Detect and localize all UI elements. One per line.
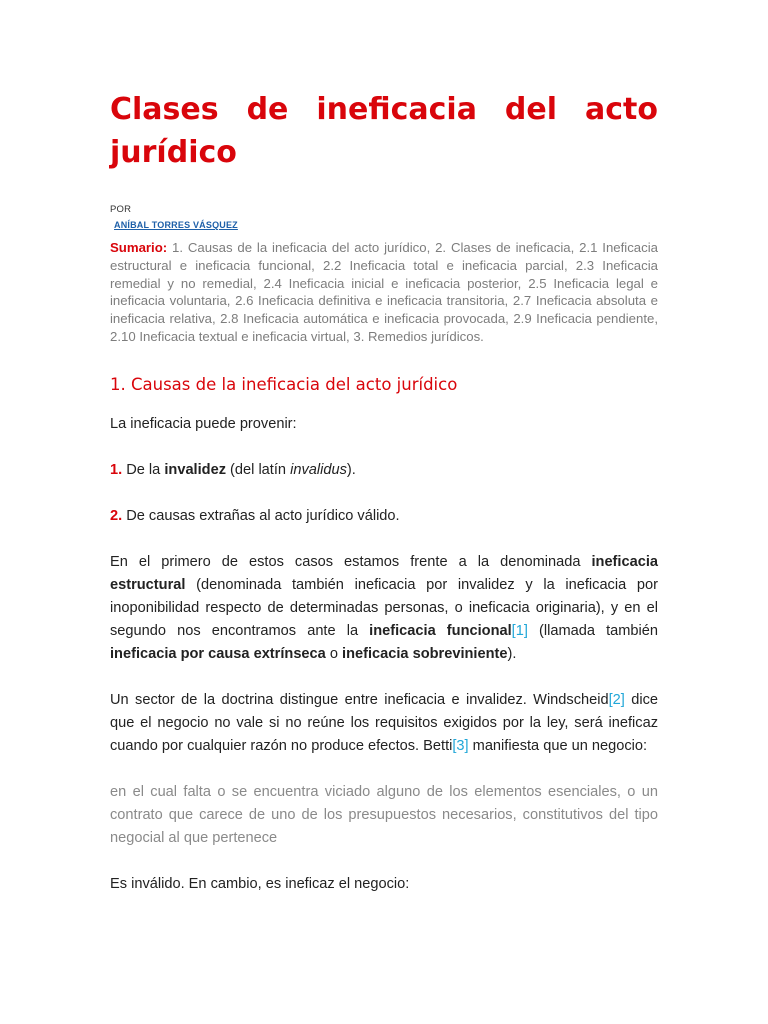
- paragraph-text: Un sector de la doctrina distingue entre ineficacia e invalidez. Windscheid: [110, 691, 609, 708]
- paragraph-text: (llamada también: [527, 622, 658, 639]
- bold-term: ineficacia sobreviniente: [342, 645, 508, 662]
- paragraph-text: En el primero de estos casos estamos frente a la denominada: [110, 553, 592, 570]
- paragraph-text: o: [325, 645, 343, 662]
- bold-term: invalidez: [164, 461, 226, 478]
- bold-term: ineficacia estructural: [110, 553, 658, 593]
- item-text: De la: [122, 461, 165, 478]
- item-text: (del latín: [226, 461, 291, 478]
- intro-paragraph: La ineficacia puede provenir:: [110, 415, 297, 432]
- bold-term: ineficacia por causa extrínseca: [110, 645, 326, 662]
- item-text: ).: [346, 461, 356, 478]
- footnote-ref-1[interactable]: [1]: [511, 622, 528, 639]
- article-body: [110, 88, 658, 896]
- block-quote: en el cual falta o se encuentra viciado alguno de los elementos esenciales, o un contrato que carece de uno de los presupuestos necesarios, constitutivos del tipo negocial al que pertenece: [110, 783, 658, 846]
- article-title: Clases de ineficacia del acto jurídico: [110, 92, 658, 170]
- body-paragraph: [110, 551, 658, 666]
- summary-label: Sumario:: [110, 240, 168, 255]
- summary-text: 1. Causas de la ineficacia del acto jurídico, 2. Clases de ineficacia, 2.1 Ineficacia estructural e ineficacia funcional, 2.2 Ineficacia total e ineficacia parcial, 2.3 Ineficacia remedial y no remedial, 2.4 Ineficacia inicial e ineficacia posterior, 2.5 Ineficacia legal e ineficacia voluntaria, 2.6 Ineficacia definitiva e ineficacia transitoria, 2.7 Ineficacia absoluta e ineficacia relativa, 2.8 Ineficacia automática e ineficacia provocada, 2.9 Ineficacia pendiente, 2.10 Ineficacia textual e ineficacia virtual, 3. Remedios jurídicos.: [110, 240, 658, 344]
- paragraph-text: manifiesta que un negocio:: [468, 737, 648, 754]
- summary: [110, 239, 658, 346]
- italic-term: invalidus: [290, 461, 347, 478]
- footnote-ref-3[interactable]: [3]: [452, 737, 469, 754]
- author-link[interactable]: ANÍBAL TORRES VÁSQUEZ: [114, 220, 238, 230]
- paragraph-text: dice que el negocio no vale si no reúne los requisitos exigidos por la ley, será ineficaz cuando por cualquier razón no produce efectos. Betti: [110, 691, 658, 754]
- footnote-ref-2[interactable]: [2]: [608, 691, 625, 708]
- body-paragraph: [110, 689, 658, 758]
- item-text: De causas extrañas al acto jurídico válido.: [122, 507, 400, 524]
- paragraph-text: (denominada también ineficacia por invalidez y la ineficacia por inoponibilidad respecto de determinadas personas, o ineficacia originaria), y en el segundo nos encontramos ante la: [110, 576, 658, 639]
- bold-term: ineficacia funcional: [369, 622, 512, 639]
- byline-por: POR: [110, 204, 132, 215]
- list-item: [110, 459, 658, 482]
- item-number: 2.: [110, 507, 123, 524]
- list-item: [110, 505, 658, 528]
- body-paragraph: Es inválido. En cambio, es ineficaz el negocio:: [110, 875, 410, 892]
- section-heading: 1. Causas de la ineficacia del acto jurídico: [110, 374, 458, 394]
- item-number: 1.: [110, 461, 123, 478]
- paragraph-text: ).: [507, 645, 517, 662]
